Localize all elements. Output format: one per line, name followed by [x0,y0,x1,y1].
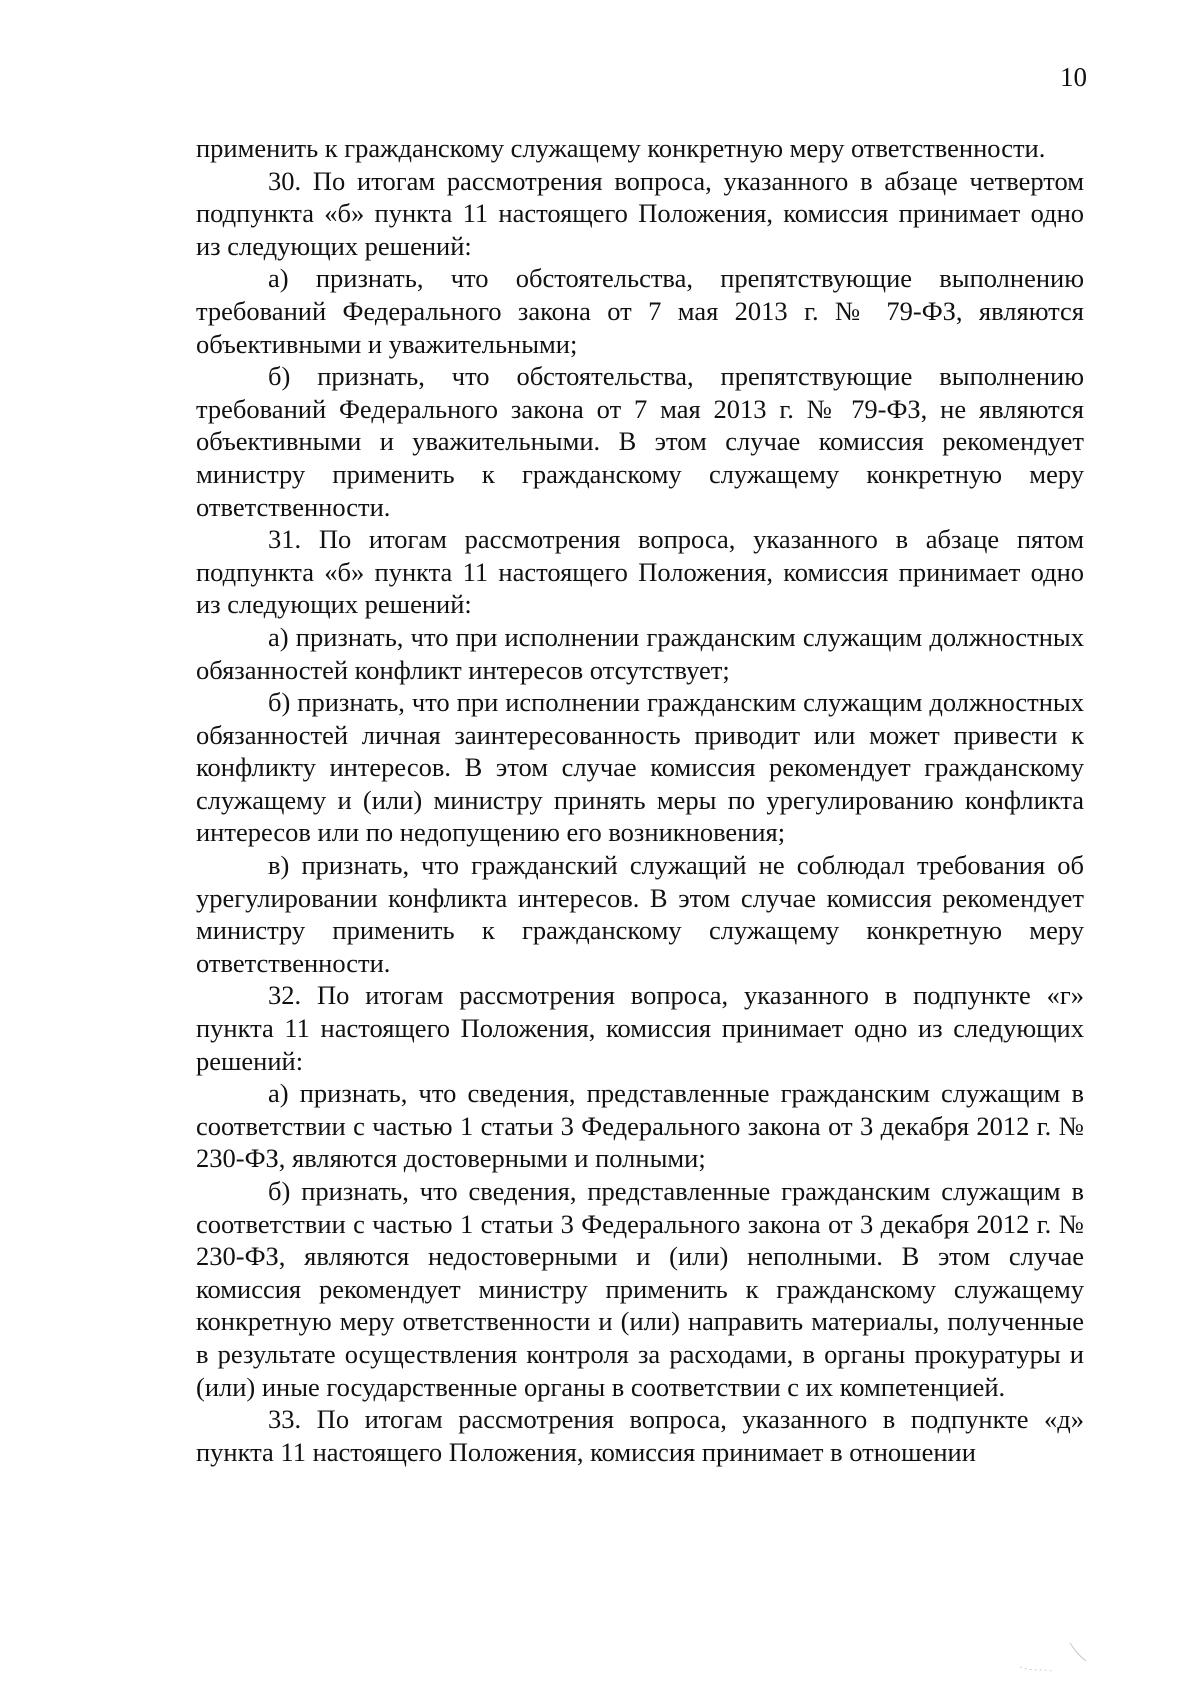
paragraph: применить к гражданскому служащему конкретную меру ответственности. [196,133,1046,163]
paragraph: б) признать, что сведения, представленные гражданским служащим в соответствии с частью 1 статьи 3 Федерального закона от 3 декабря 2012 г. № 230-ФЗ, являются недостоверными и (или) неполными. В этом случае комиссия рекомендует министру применить к гражданскому служащему конкретную меру ответственности и (или) направить материалы, полученные в результате осуществления контроля за расходами, в органы прокуратуры и (или) иные государственные органы в соответствии с их компетенцией. [196,1176,1084,1402]
paragraph: а) признать, что при исполнении гражданским служащим должностных обязанностей конфликт интересов отсутствует; [196,621,1084,685]
paragraph: 31. По итогам рассмотрения вопроса, указанного в абзаце пятом подпункта «б» пункта 11 настоящего Положения, комиссия принимает одно из следующих решений: [196,524,1084,620]
paragraph: 33. По итогам рассмотрения вопроса, указанного в подпункте «д» пункта 11 настоящего Положения, комиссия принимает в отношении [196,1404,1084,1467]
paragraph: а) признать, что сведения, представленные гражданским служащим в соответствии с частью 1 статьи 3 Федерального закона от 3 декабря 2012 г. № 230-ФЗ, являются достоверными и полными; [196,1078,1084,1174]
page-number: 10 [1060,62,1087,92]
paragraph: а) признать, что обстоятельства, препятствующие выполнению требований Федерального закона от 7 мая 2013 г. № 79-ФЗ, являются объективными и уважительными; [196,263,1084,359]
paragraph: 30. По итогам рассмотрения вопроса, указанного в абзаце четвертом подпункта «б» пункта 11 настоящего Положения, комиссия принимает одно из следующих решений: [196,165,1084,261]
paragraph: б) признать, что обстоятельства, препятствующие выполнению требований Федерального закона от 7 мая 2013 г. № 79-ФЗ, не являются объективными и уважительными. В этом случае комиссия рекомендует министру применить к гражданскому служащему конкретную меру ответственности. [196,361,1084,522]
scan-artifact [1000,1637,1110,1677]
paragraph: 32. По итогам рассмотрения вопроса, указанного в подпункте «г» пункта 11 настоящего Положения, комиссия принимает одно из следующих решений: [196,980,1084,1076]
document-body [196,132,1084,1468]
paragraph: б) признать, что при исполнении гражданским служащим должностных обязанностей личная заинтересованность приводит или может привести к конфликту интересов. В этом случае комиссия рекомендует гражданскому служащему и (или) министру принять меры по урегулированию конфликта интересов или по недопущению его возникновения; [196,687,1084,848]
paragraph: в) признать, что гражданский служащий не соблюдал требования об урегулировании конфликта интересов. В этом случае комиссия рекомендует министру применить к гражданскому служащему конкретную меру ответственности. [196,850,1084,978]
